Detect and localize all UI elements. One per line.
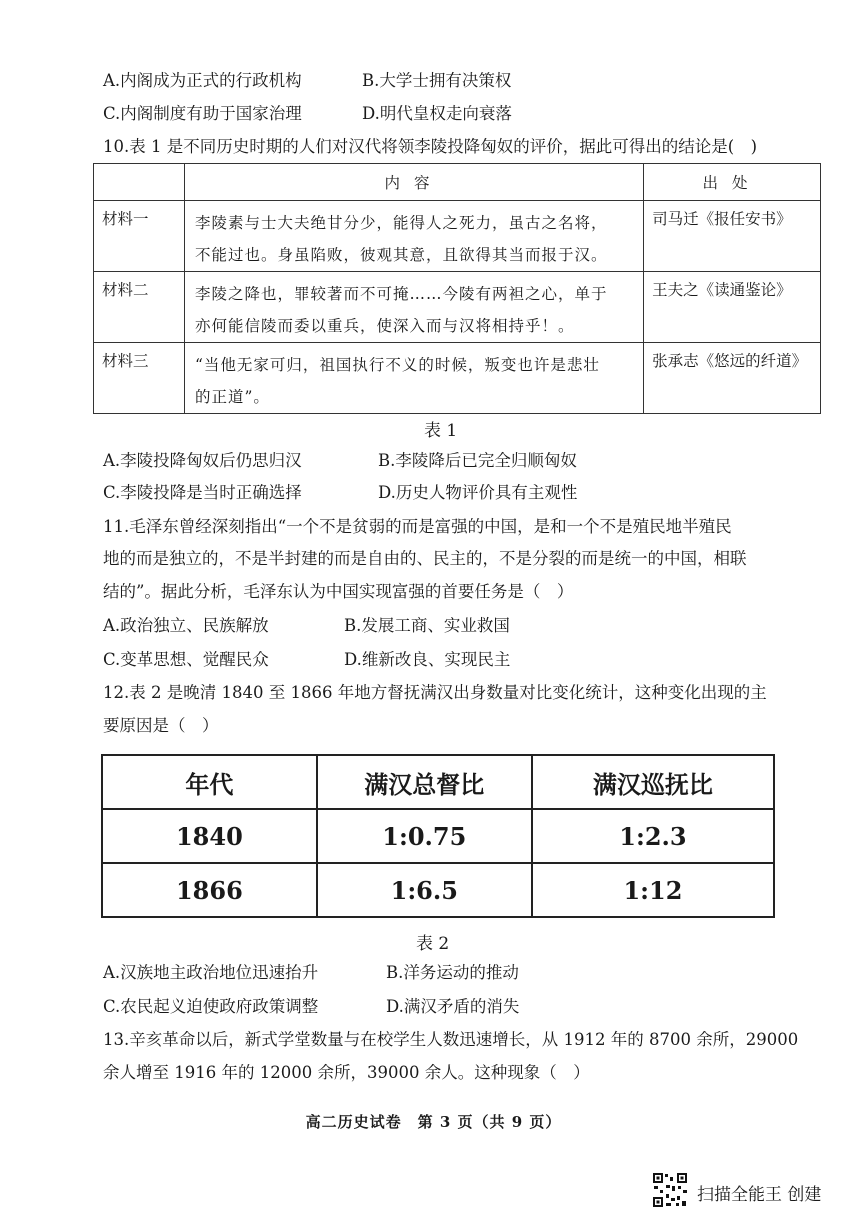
table-row [102,809,774,863]
row-content-line: 亦何能信陵而委以重兵，使深入而与汉将相持乎！。 [195,317,575,335]
row-content-line: 李陵素与士大夫绝甘分少，能得人之死力，虽古之名将， [195,214,608,232]
table-2-header-cell: 满汉巡抚比 [532,755,774,809]
row-content [185,343,644,414]
table-1-caption: 表 1 [424,421,458,441]
q13-line-1: 13.辛亥革命以后，新式学堂数量与在校学生人数迅速增长，从 1912 年的 8700 余所，29000 [103,1030,799,1049]
table-row [102,863,774,917]
q11-line-1: 11.毛泽东曾经深刻指出“一个不是贫弱的而是富强的中国，是和一个不是殖民地半殖民 [103,517,732,536]
row-source: 司马迁《报任安书》 [644,201,821,272]
q10-option-b: B.李陵降后已完全归顺匈奴 [378,451,577,470]
q12-option-c: C.农民起义迫使政府政策调整 [103,997,319,1016]
row-content [185,272,644,343]
table-2-header [102,755,774,809]
row-content-line: 不能过也。身虽陷败，彼观其意，且欲得其当而报于汉。 [195,246,608,264]
q13-line-2: 余人增至 1916 年的 12000 余所，39000 余人。这种现象（ ） [103,1063,590,1082]
table-row [94,272,821,343]
table-cell: 1:6.5 [317,863,532,917]
row-label: 材料二 [94,272,185,343]
q11-option-c: C.变革思想、觉醒民众 [103,650,269,669]
table-cell: 1866 [102,863,317,917]
table-2-header-cell: 年代 [102,755,317,809]
scanner-watermark [652,1172,842,1212]
q10-option-c: C.李陵投降是当时正确选择 [103,483,302,502]
table-2-header-cell: 满汉总督比 [317,755,532,809]
table-1-header-content: 内容 [185,164,644,201]
scanner-label: 扫描全能王 创建 [697,1185,822,1205]
row-source: 王夫之《读通鉴论》 [644,272,821,343]
q9-option-a: A.内阁成为正式的行政机构 [103,71,302,90]
q9-option-c: C.内阁制度有助于国家治理 [103,104,302,123]
q9-option-d: D.明代皇权走向衰落 [362,104,512,123]
row-label: 材料三 [94,343,185,414]
table-row [94,343,821,414]
table-cell: 1840 [102,809,317,863]
table-1-corner [94,164,185,201]
q10-stem: 10.表 1 是不同历史时期的人们对汉代将领李陵投降匈奴的评价，据此可得出的结论是( ) [103,137,758,156]
table-cell: 1:2.3 [532,809,774,863]
q11-line-3: 结的”。据此分析，毛泽东认为中国实现富强的首要任务是（ ） [103,582,574,601]
q12-option-a: A.汉族地主政治地位迅速抬升 [103,963,319,982]
row-content [185,201,644,272]
q12-option-d: D.满汉矛盾的消失 [386,997,520,1016]
qr-code-icon [652,1172,688,1208]
row-content-line: “当他无家可归，祖国执行不义的时候，叛变也许是悲壮 [195,356,600,374]
table-2-caption: 表 2 [416,934,450,954]
q12-option-b: B.洋务运动的推动 [386,963,519,982]
row-source: 张承志《悠远的纤道》 [644,343,821,414]
q11-line-2: 地的而是独立的，不是半封建的而是自由的、民主的，不是分裂的而是统一的中国，相联 [103,549,747,568]
table-1-header [94,164,821,201]
table-1-header-source: 出处 [644,164,821,201]
q10-option-d: D.历史人物评价具有主观性 [378,483,578,502]
q11-option-d: D.维新改良、实现民主 [344,650,511,669]
q9-option-b: B.大学士拥有决策权 [362,71,512,90]
row-label: 材料一 [94,201,185,272]
table-row [94,201,821,272]
row-content-line: 的正道”。 [195,388,270,406]
q12-line-2: 要原因是（ ） [103,716,219,735]
table-cell: 1:0.75 [317,809,532,863]
page-footer: 高二历史试卷 第 3 页（共 9 页） [305,1113,562,1131]
q11-option-b: B.发展工商、实业救国 [344,616,510,635]
q11-option-a: A.政治独立、民族解放 [103,616,269,635]
table-1 [93,163,821,414]
row-content-line: 李陵之降也，罪较著而不可掩……今陵有两袒之心，单于 [195,285,608,303]
table-cell: 1:12 [532,863,774,917]
table-2 [101,754,775,918]
q10-option-a: A.李陵投降匈奴后仍思归汉 [103,451,302,470]
q12-line-1: 12.表 2 是晚清 1840 至 1866 年地方督抚满汉出身数量对比变化统计，这种变化出现的主 [103,683,767,702]
